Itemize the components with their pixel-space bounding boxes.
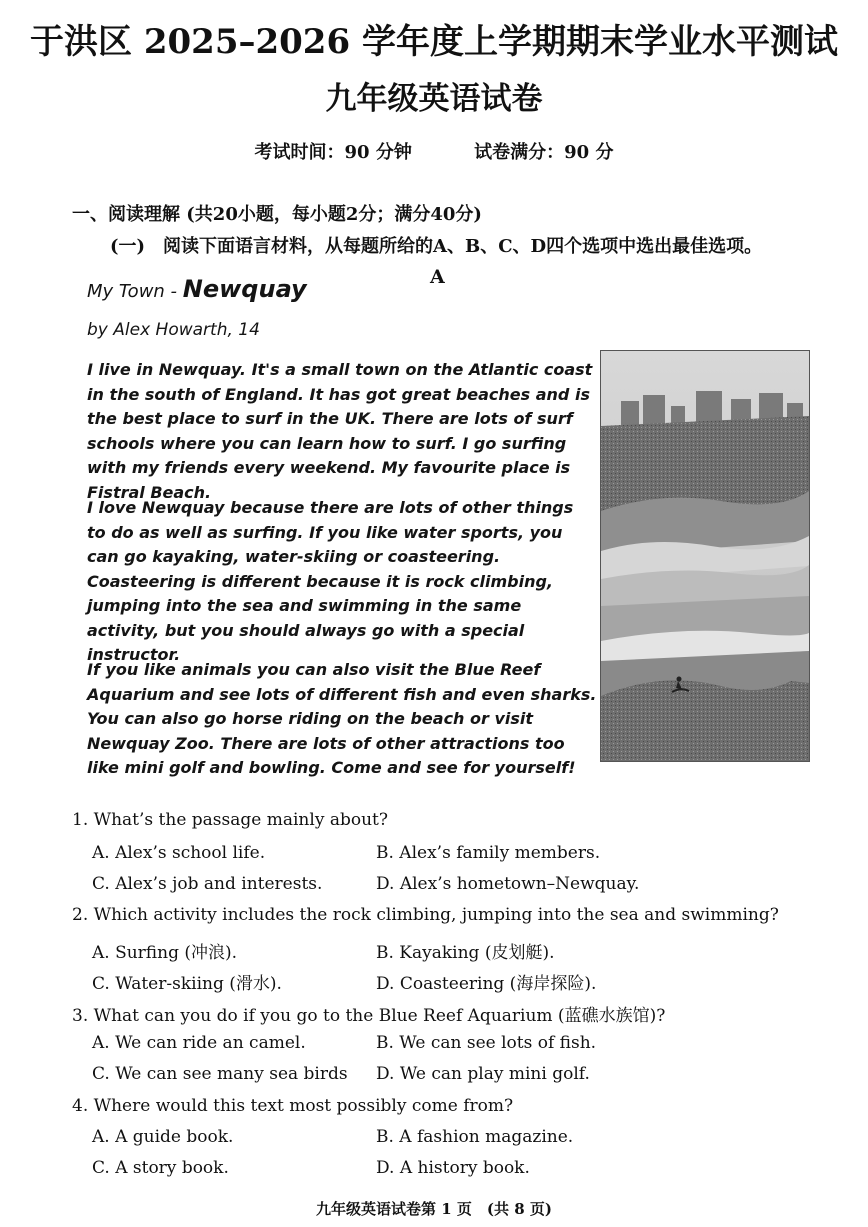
question-stem: 4. Where would this text most possibly come from? bbox=[72, 1096, 514, 1116]
option-d[interactable]: D. A history book. bbox=[376, 1158, 530, 1178]
option-b[interactable]: B. A fashion magazine. bbox=[376, 1127, 574, 1147]
option-b[interactable]: B. Kayaking (皮划艇). bbox=[376, 943, 555, 963]
exam-subtitle: 九年级英语试卷 bbox=[325, 81, 543, 117]
question-stem: 1. What’s the passage mainly about? bbox=[72, 810, 388, 830]
option-c[interactable]: C. Alex’s job and interests. bbox=[92, 874, 323, 894]
option-b[interactable]: B. We can see lots of fish. bbox=[376, 1033, 597, 1053]
passage-title-prefix: My Town - bbox=[87, 281, 183, 302]
option-c[interactable]: C. A story book. bbox=[92, 1158, 229, 1178]
section-heading bbox=[72, 200, 482, 226]
option-a[interactable]: A. We can ride an camel. bbox=[92, 1033, 306, 1053]
exam-time: 考试时间：90 分钟 bbox=[254, 142, 412, 163]
passage-title-town: Newquay bbox=[182, 275, 307, 303]
option-c[interactable]: C. Water-skiing (滑水). bbox=[92, 974, 282, 994]
passage-paragraph: If you like animals you can also visit the Blue Reef Aquarium and see lots of different fish and even sharks. You can also go horse riding on the beach or visit Newquay Zoo. There are lots of other attractions too like mini golf and bowling. Come and see for yourself! bbox=[87, 660, 597, 777]
option-d[interactable]: D. We can play mini golf. bbox=[376, 1064, 590, 1084]
passage-paragraph: I live in Newquay. It's a small town on the Atlantic coast in the south of England. It has got great beaches and is the best place to surf in the UK. There are lots of surf schools where you can learn how to surf. I go surfing with my friends every weekend. My favourite place is Fistral Beach. bbox=[87, 360, 593, 502]
page-footer: 九年级英语试卷第 1 页 (共 8 页) bbox=[316, 1200, 552, 1218]
option-d[interactable]: D. Alex’s hometown–Newquay. bbox=[376, 874, 640, 894]
passage-paragraph: I love Newquay because there are lots of other things to do as well as surfing. If you like water sports, you can go kayaking, water-skiing or coasteering. Coasteering is different because it is rock climbing, jumping into the sea and swimming in the same activity, but you should always go with a special instructor. bbox=[87, 498, 574, 664]
exam-meta bbox=[0, 138, 868, 164]
section-title: 一、阅读理解 bbox=[72, 204, 180, 225]
option-d[interactable]: D. Coasteering (海岸探险). bbox=[376, 974, 597, 994]
question-stem: 3. What can you do if you go to the Blue Reef Aquarium (蓝礁水族馆)? bbox=[72, 1006, 666, 1026]
passage-letter: A bbox=[430, 266, 445, 288]
option-a[interactable]: A. Alex’s school life. bbox=[92, 843, 266, 863]
question-stem: 2. Which activity includes the rock climbing, jumping into the sea and swimming? bbox=[72, 905, 779, 925]
passage-byline: by Alex Howarth, 14 bbox=[87, 320, 260, 340]
option-b[interactable]: B. Alex’s family members. bbox=[376, 843, 601, 863]
exam-title: 于洪区 2025–2026 学年度上学期期末学业水平测试 bbox=[30, 22, 838, 62]
beach-photo-illustration bbox=[601, 351, 809, 761]
passage-title bbox=[87, 275, 307, 303]
section-note: (共20小题，每小题2分；满分40分) bbox=[186, 204, 482, 225]
option-c[interactable]: C. We can see many sea birds bbox=[92, 1064, 348, 1084]
option-a[interactable]: A. A guide book. bbox=[92, 1127, 234, 1147]
beach-photo bbox=[600, 350, 810, 762]
option-a[interactable]: A. Surfing (冲浪). bbox=[92, 943, 238, 963]
part-instruction: (一) 阅读下面语言材料，从每题所给的A、B、C、D四个选项中选出最佳选项。 bbox=[110, 236, 763, 257]
full-score: 试卷满分：90 分 bbox=[474, 142, 614, 163]
